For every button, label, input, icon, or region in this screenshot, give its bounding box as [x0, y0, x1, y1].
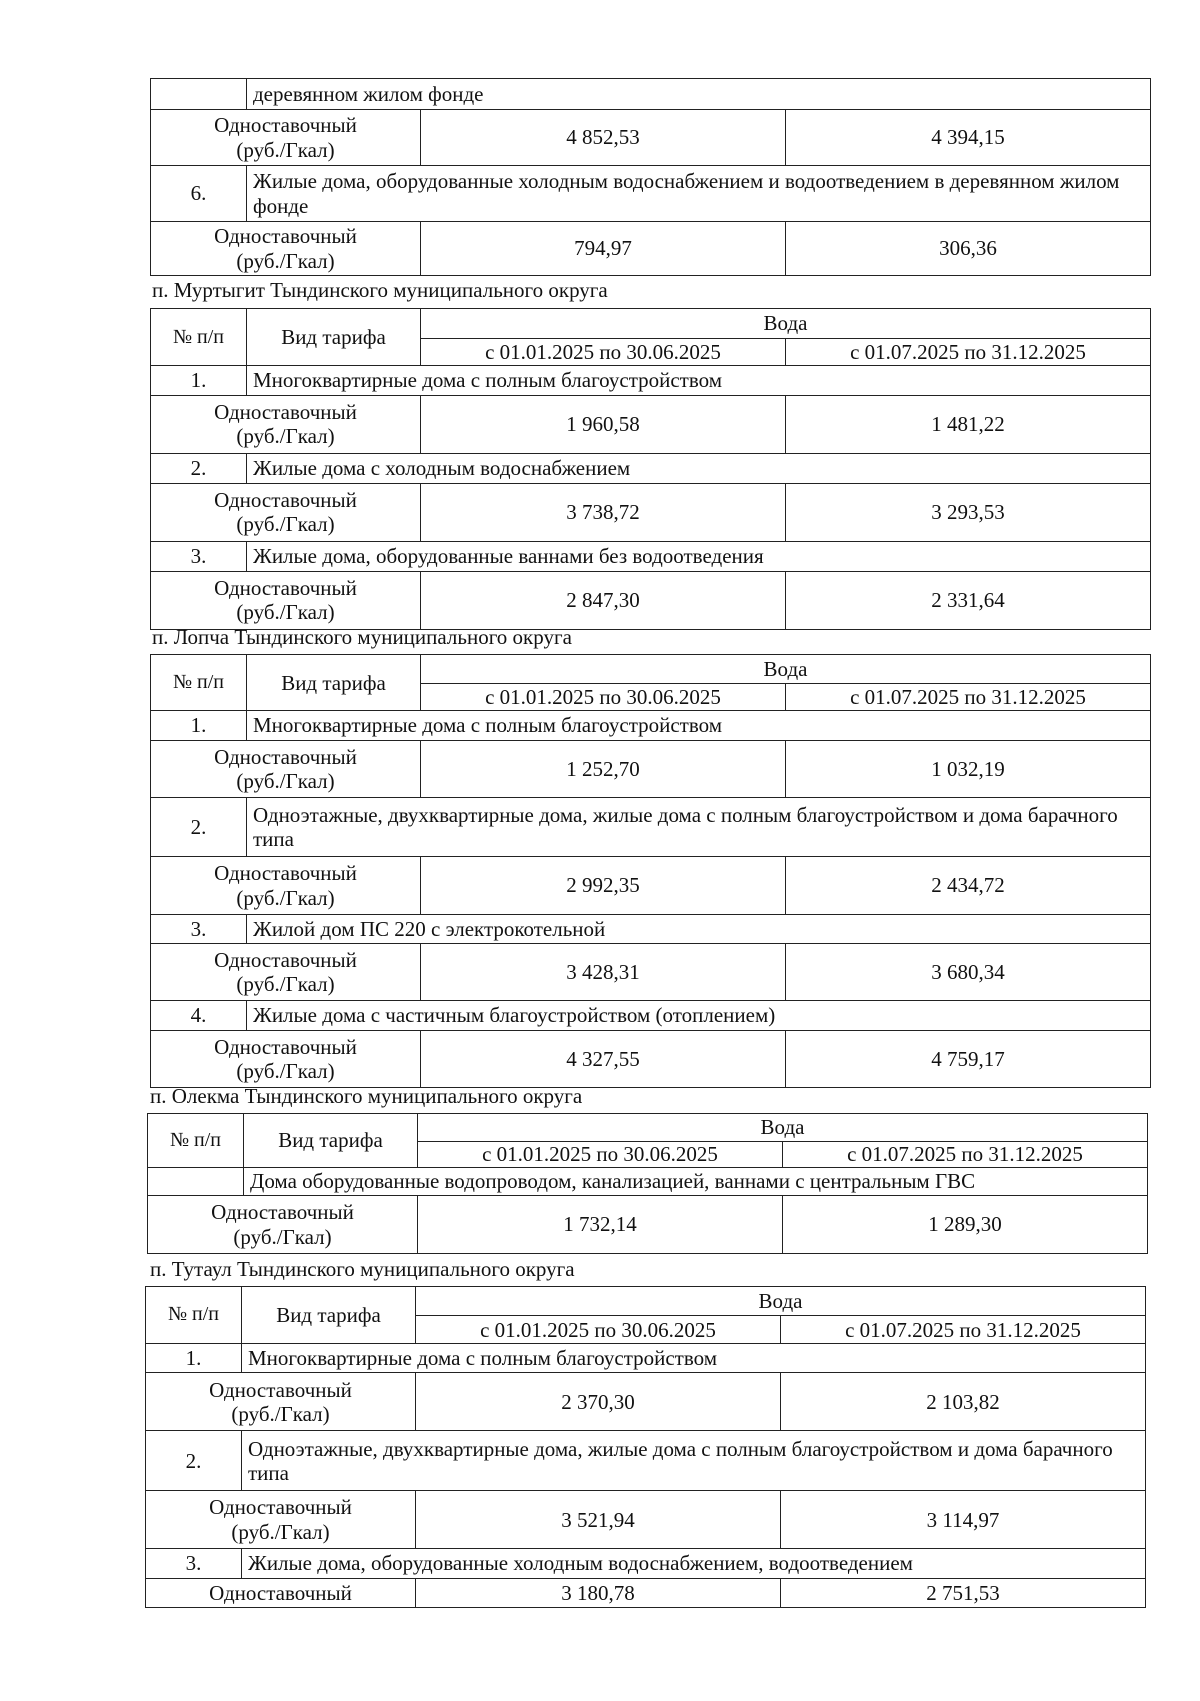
row-number: 2. [151, 454, 247, 484]
value-cell: 3 521,94 [416, 1491, 781, 1549]
value-cell: 1 960,58 [421, 395, 786, 453]
value-cell: 3 114,97 [781, 1491, 1146, 1549]
header-water: Вода [421, 655, 1151, 684]
group-title: Многоквартирные дома с полным благоустройством [247, 366, 1151, 396]
tariff-label: Одноставочный (руб./Гкал) [151, 857, 421, 914]
section-caption-tutaul: п. Тутаул Тындинского муниципального округа [150, 1257, 575, 1281]
header-tariff-type: Вид тарифа [247, 309, 421, 366]
group-title: Жилой дом ПС 220 с электрокотельной [247, 914, 1151, 943]
tariff-label: Одноставочный (руб./Гкал) [151, 571, 421, 629]
value-cell: 1 032,19 [786, 740, 1151, 797]
header-water: Вода [416, 1287, 1146, 1316]
value-cell: 1 289,30 [783, 1196, 1148, 1254]
header-num: № п/п [151, 655, 247, 711]
header-water: Вода [421, 309, 1151, 339]
section-caption-lopcha: п. Лопча Тындинского муниципального округа [152, 625, 572, 649]
tariff-label: Одноставочный (руб./Гкал) [146, 1491, 416, 1549]
table-cell [151, 79, 247, 110]
table-murtygit [150, 308, 1150, 630]
section-caption-murtygit: п. Муртыгит Тындинского муниципального округа [152, 278, 608, 302]
table-tutaul [145, 1286, 1145, 1608]
value-cell: 1 481,22 [786, 395, 1151, 453]
group-title: Многоквартирные дома с полным благоустройством [247, 711, 1151, 740]
value-cell: 2 992,35 [421, 857, 786, 914]
value-cell: 1 732,14 [418, 1196, 783, 1254]
header-tariff-type: Вид тарифа [242, 1287, 416, 1344]
table-olekma [147, 1113, 1147, 1253]
group-title: Жилые дома с холодным водоснабжением [247, 454, 1151, 484]
tariff-label: Одноставочный (руб./Гкал) [151, 943, 421, 1000]
header-period-2: с 01.07.2025 по 31.12.2025 [786, 338, 1151, 366]
header-num: № п/п [148, 1114, 244, 1168]
header-tariff-type: Вид тарифа [244, 1114, 418, 1168]
tariff-label: Одноставочный (руб./Гкал) [151, 483, 421, 541]
tariff-label: Одноставочный (руб./Гкал) [151, 1030, 421, 1087]
group-title: Многоквартирные дома с полным благоустройством [242, 1343, 1146, 1372]
row-number: 4. [151, 1001, 247, 1030]
group-title: Одноэтажные, двухквартирные дома, жилые дома с полным благоустройством и дома барачного типа [242, 1431, 1146, 1491]
group-title: Жилые дома, оборудованные холодным водоснабжением и водоотведением в деревянном жилом фонде [247, 166, 1151, 222]
value-cell: 3 293,53 [786, 483, 1151, 541]
header-period-1: с 01.01.2025 по 30.06.2025 [421, 338, 786, 366]
tariff-label: Одноставочный (руб./Гкал) [151, 740, 421, 797]
header-period-1: с 01.01.2025 по 30.06.2025 [416, 1316, 781, 1343]
value-cell: 3 180,78 [416, 1578, 781, 1608]
value-cell: 1 252,70 [421, 740, 786, 797]
row-number: 2. [151, 797, 247, 856]
value-cell: 4 852,53 [421, 110, 786, 166]
header-tariff-type: Вид тарифа [247, 655, 421, 711]
tariff-label: Одноставочный [146, 1578, 416, 1608]
value-cell: 3 680,34 [786, 943, 1151, 1000]
header-num: № п/п [146, 1287, 242, 1344]
tariff-label: Одноставочный (руб./Гкал) [146, 1373, 416, 1431]
header-period-2: с 01.07.2025 по 31.12.2025 [786, 684, 1151, 711]
group-title: деревянном жилом фонде [247, 79, 1151, 110]
header-water: Вода [418, 1114, 1148, 1142]
tariff-label: Одноставочный (руб./Гкал) [151, 395, 421, 453]
header-period-2: с 01.07.2025 по 31.12.2025 [781, 1316, 1146, 1343]
group-title: Одноэтажные, двухквартирные дома, жилые дома с полным благоустройством и дома барачного типа [247, 797, 1151, 856]
row-number: 3. [151, 542, 247, 572]
value-cell: 3 738,72 [421, 483, 786, 541]
tariff-label: Одноставочный (руб./Гкал) [151, 222, 421, 276]
table-continuation [150, 78, 1150, 275]
value-cell: 4 327,55 [421, 1030, 786, 1087]
row-number: 1. [151, 711, 247, 740]
value-cell: 4 759,17 [786, 1030, 1151, 1087]
value-cell: 3 428,31 [421, 943, 786, 1000]
section-caption-olekma: п. Олекма Тындинского муниципального округа [150, 1084, 583, 1108]
value-cell: 2 847,30 [421, 571, 786, 629]
tariff-label: Одноставочный (руб./Гкал) [148, 1196, 418, 1254]
table-lopcha [150, 654, 1150, 1088]
value-cell: 794,97 [421, 222, 786, 276]
row-number: 3. [146, 1549, 242, 1578]
row-number: 3. [151, 914, 247, 943]
row-number: 6. [151, 166, 247, 222]
value-cell: 2 370,30 [416, 1373, 781, 1431]
group-title: Дома оборудованные водопроводом, канализацией, ваннами с центральным ГВС [244, 1168, 1148, 1196]
row-number: 2. [146, 1431, 242, 1491]
value-cell: 2 331,64 [786, 571, 1151, 629]
header-period-1: с 01.01.2025 по 30.06.2025 [418, 1142, 783, 1168]
group-title: Жилые дома с частичным благоустройством (отоплением) [247, 1001, 1151, 1030]
value-cell: 4 394,15 [786, 110, 1151, 166]
value-cell: 2 751,53 [781, 1578, 1146, 1608]
value-cell: 2 434,72 [786, 857, 1151, 914]
value-cell: 2 103,82 [781, 1373, 1146, 1431]
group-title: Жилые дома, оборудованные холодным водоснабжением, водоотведением [242, 1549, 1146, 1578]
header-period-2: с 01.07.2025 по 31.12.2025 [783, 1142, 1148, 1168]
row-number: 1. [146, 1343, 242, 1372]
group-title: Жилые дома, оборудованные ваннами без водоотведения [247, 542, 1151, 572]
header-num: № п/п [151, 309, 247, 366]
row-number [148, 1168, 244, 1196]
value-cell: 306,36 [786, 222, 1151, 276]
header-period-1: с 01.01.2025 по 30.06.2025 [421, 684, 786, 711]
row-number: 1. [151, 366, 247, 396]
tariff-label: Одноставочный (руб./Гкал) [151, 110, 421, 166]
